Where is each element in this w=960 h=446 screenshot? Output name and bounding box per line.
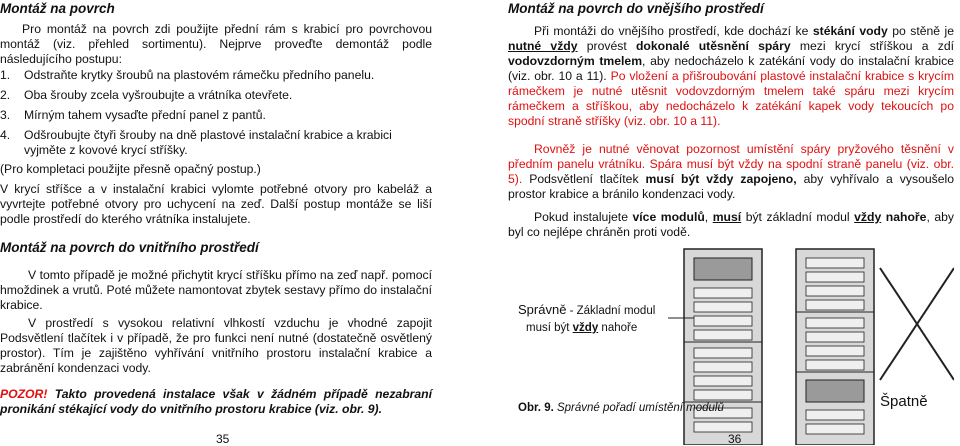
heading-outside-mount: Montáž na povrch do vnějšího prostředí (508, 1, 764, 16)
outside-paragraph-1: Při montáži do vnějšího prostředí, kde dochází ke stékání vody po stěně je nutné vždy provést dokonalé utěsnění spáry mezi krycí stříškou a zdí vodovzdorným tmelem, aby nedocházelo k zatékání vody do instalační krabice (viz. obr. 10 a 11). Po vložení a přišroubování plastové instalační krabice s krycím rámečkem je nutné utěsnit vodovzdorným tmelem také spáru mezi krycím rámečkem a stříškou, aby nedocházelo k zatékání kapek vody tekoucích po spodní straně stříšky (viz. obr. 10 a 11). (508, 24, 954, 128)
correct-sublabel: musí být vždy nahoře (526, 322, 638, 334)
module-order-figure (508, 0, 954, 445)
page-number-right: 36 (728, 432, 742, 446)
intro-paragraph: Pro montáž na povrch zdi použijte přední rám s krabicí pro povrchovou montáž (viz. přehled sortimentu). Nejprve proveďte demontáž podle následujícího postupu: (0, 22, 432, 66)
reverse-note: (Pro kompletaci použijte přesně opačný postup.) (0, 162, 261, 176)
warning-text: Takto provedená instalace však v žádném případě nezabraní pronikání stékající vody do vnitřního prostoru krabice (viz. obr. 9). (0, 387, 432, 416)
correct-module-stack (684, 249, 762, 445)
left-page (0, 0, 432, 445)
step-2: 2. Oba šrouby zcela vyšroubujte a vrátníka otevřete. (0, 88, 293, 102)
step-4: 4. Odšroubujte čtyři šrouby na dně plastové instalační krabice a krabici vyjměte z kovové krycí stříšky. (0, 128, 392, 157)
heading-inside-mount: Montáž na povrch do vnitřního prostředí (0, 240, 259, 255)
wrong-label: Špatně (880, 393, 928, 410)
outside-paragraph-2: Rovněž je nutné věnovat pozornost umístění spáry pryžového těsnění v předním panelu vrátníku. Spára musí být vždy na spodní straně panelu (viz. obr. 5). Podsvětlení tlačítek musí být vždy zapojeno, aby vyhřívalo a vysoušelo prostor krabice a bránilo kondenzaci vody. (508, 142, 954, 201)
inside-paragraph: V tomto případě je možné přichytit krycí stříšku přímo na zeď např. pomocí hmoždinek a vrutů. Poté můžete namontovat zbytek sestavy přímo do instalační krabice. (0, 268, 432, 312)
correct-label: Správně - Základní modul (518, 302, 656, 317)
outside-paragraph-3: Pokud instalujete více modulů, musí být základní modul vždy nahoře, aby byl co nejlépe chráněn proti vodě. (508, 210, 955, 239)
wrong-module-stack (796, 249, 954, 445)
step-3: 3. Mírným tahem vysaďte přední panel z pantů. (0, 108, 266, 122)
step-1: 1. Odstraňte krytky šroubů na plastovém rámečku předního panelu. (0, 68, 375, 82)
page-number-left: 35 (216, 432, 230, 446)
figure-caption: Obr. 9. Správné pořadí umístění modulů (518, 402, 724, 414)
warning-paragraph (0, 387, 432, 417)
right-page (508, 0, 954, 445)
holes-paragraph: V krycí stříšce a v instalační krabici vylomte potřebné otvory pro kabeláž a vyvrtejte potřebné otvory pro uchycení na zeď. Další postup montáže se liší podle prostředí do kterého vrátníka instalujete. (0, 182, 432, 226)
warning-label: POZOR! (0, 387, 48, 401)
heading-surface-mount: Montáž na povrch (0, 1, 115, 16)
humidity-paragraph: V prostředí s vysokou relativní vlhkostí vzduchu je vhodné zapojit Podsvětlení tlačítek i v případě, že pro funkci není nutné (dostatečně osvětlený prostor). Tím je zajištěno vyhřívání vnitřního prostoru instalační krabice a zabránění kondenzaci vody. (0, 316, 432, 375)
